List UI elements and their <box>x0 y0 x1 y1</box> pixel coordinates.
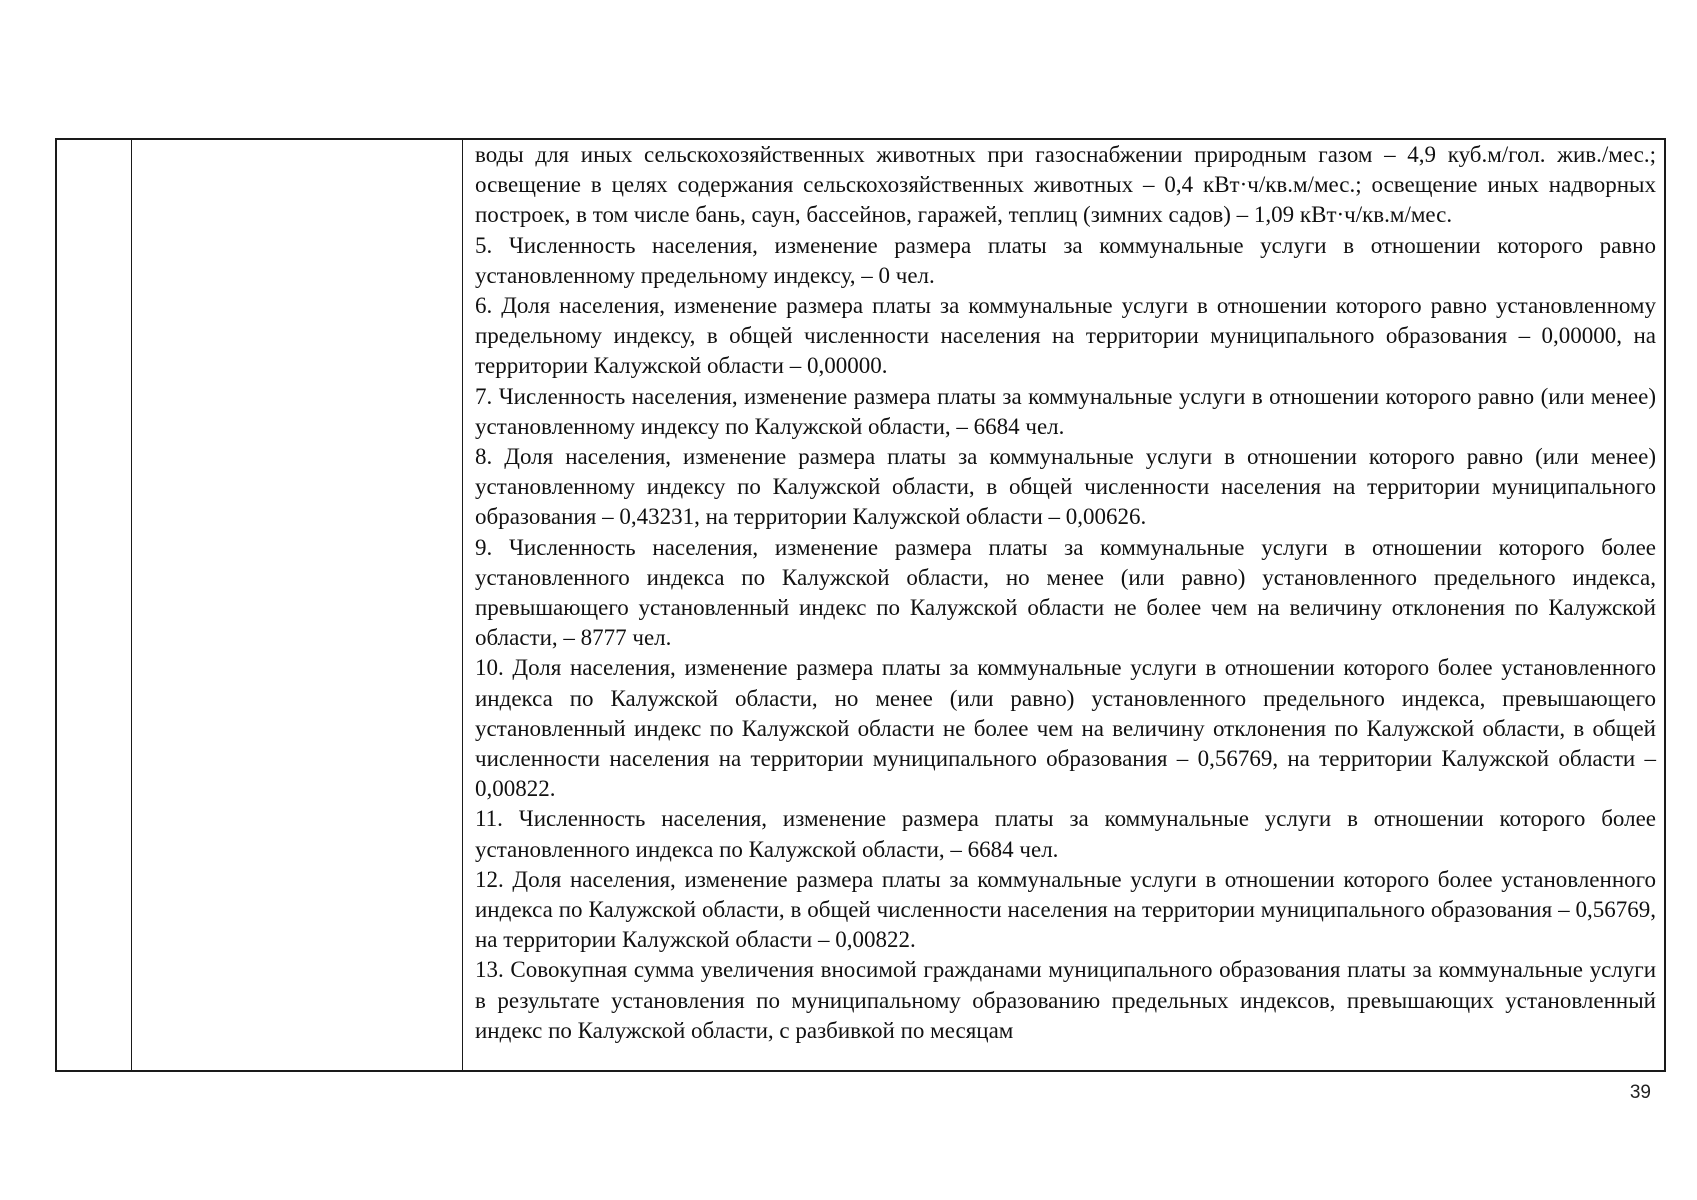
table-column-number <box>57 140 132 1070</box>
paragraph-continuation: воды для иных сельскохозяйственных животных при газоснабжении природным газом – 4,9 куб.м/гол. жив./мес.; освещение в целях содержания сельскохозяйственных животных – 0,4 кВт·ч/кв.м/мес.; освещение иных надворных построек, в том числе бань, саун, бассейнов, гаражей, теплиц (зимних садов) – 1,09 кВт·ч/кв.м/мес. <box>475 142 1656 228</box>
paragraph-item-6: 6. Доля населения, изменение размера платы за коммунальные услуги в отношении которого равно установленному предельному индексу, в общей численности населения на территории муниципального образования – 0,00000, на территории Калужской области – 0,00000. <box>475 293 1656 379</box>
paragraph-item-7: 7. Численность населения, изменение размера платы за коммунальные услуги в отношении которого равно (или менее) установленному индексу по Калужской области, – 6684 чел. <box>475 383 1656 439</box>
paragraph-item-12: 12. Доля населения, изменение размера платы за коммунальные услуги в отношении которого более установленного индекса по Калужской области, в общей численности населения на территории муниципального образования – 0,56769, на территории Калужской области – 0,00822. <box>475 866 1656 953</box>
table-column-name <box>132 140 463 1070</box>
paragraph-item-10: 10. Доля населения, изменение размера платы за коммунальные услуги в отношении которого более установленного индекса по Калужской области, но менее (или равно) установленного предельного индекса, превышающего установленный индекс по Калужской области не более чем на величину отклонения по Калужской области, в общей численности населения на территории муниципального образования – 0,56769, на территории Калужской области – 0,00822. <box>475 655 1656 802</box>
paragraph-item-9: 9. Численность населения, изменение размера платы за коммунальные услуги в отношении которого более установленного индекса по Калужской области, но менее (или равно) установленного предельного индекса, превышающего установленный индекс по Калужской области не более чем на величину отклонения по Калужской области, – 8777 чел. <box>475 534 1656 651</box>
paragraph-item-5: 5. Численность населения, изменение размера платы за коммунальные услуги в отношении которого равно установленному предельному индексу, – 0 чел. <box>475 232 1656 288</box>
paragraph-item-13: 13. Совокупная сумма увеличения вносимой гражданами муниципального образования платы за коммунальные услуги в результате установления по муниципальному образованию предельных индексов, превышающих установленный индекс по Калужской области, с разбивкой по месяцам <box>475 957 1656 1043</box>
page-number: 39 <box>1629 1082 1651 1103</box>
table-column-content <box>463 140 1664 1070</box>
paragraph-item-8: 8. Доля населения, изменение размера платы за коммунальные услуги в отношении которого равно (или менее) установленному индексу по Калужской области, в общей численности населения на территории муниципального образования – 0,43231, на территории Калужской области – 0,00626. <box>475 444 1656 530</box>
document-table <box>55 138 1666 1072</box>
paragraph-item-11: 11. Численность населения, изменение размера платы за коммунальные услуги в отношении которого более установленного индекса по Калужской области, – 6684 чел. <box>475 806 1656 862</box>
